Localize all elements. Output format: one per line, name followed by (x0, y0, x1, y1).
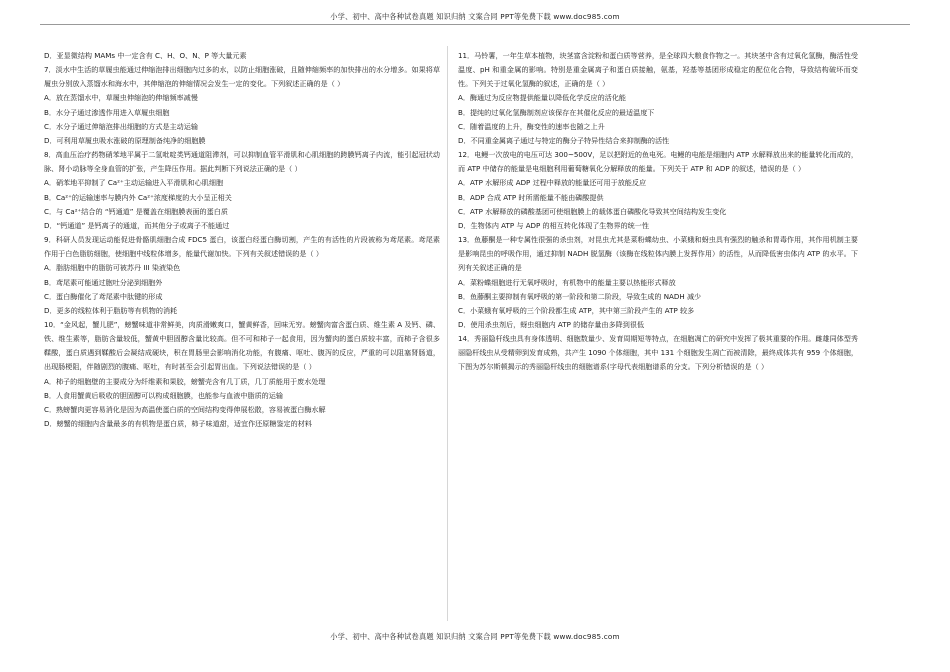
header-divider (40, 24, 910, 25)
question-10-option-b: B．人食用蟹黄后吸收的胆固醇可以构成细胞膜，也能参与血液中脂质的运输 (44, 390, 283, 400)
column-divider (447, 46, 448, 621)
question-9: 9．科研人员发现运动能促进骨骼肌细胞合成 FDC5 蛋白，该蛋白经蛋白酶切割，产生的有活性的片段被称为鸢尾素。鸢尾素作用于白色脂肪细胞，使细胞中线粒体增多，能量代谢加快。下列有关叙述错误的是（ ） (44, 235, 440, 259)
right-column (458, 49, 858, 375)
question-7: 7．淡水中生活的草履虫能通过伸缩泡排出细胞内过多的水，以防止细胞涨破，且随伸缩频率的加快排出的水分增多。如果将草履虫分别放入蒸馏水和海水中，其伸缩泡的伸缩情况会发生一定的变化。下列叙述正确的是（ ） (44, 65, 440, 89)
question-8-option-b: B．Ca²⁺的运输速率与膜内外 Ca²⁺浓度梯度的大小呈正相关 (44, 192, 232, 202)
question-10-option-a: A．柿子的细胞壁的主要成分为纤维素和果胶，螃蟹壳含有几丁质，几丁质能用于废水处理 (44, 376, 326, 386)
question-7-option-c: C．水分子通过伸缩泡排出细胞的方式是主动运输 (44, 121, 198, 131)
question-9-option-b: B．鸢尾素可能通过胞吐分泌到细胞外 (44, 277, 163, 287)
question-12: 12．电鳗一次放电的电压可达 300~500V，足以把附近的鱼电死。电鳗的电能是细胞内 ATP 水解释放出来的能量转化而成的，而 ATP 中储存的能量是电细胞利用葡萄糖氧化分解释放的能量。下列关于 ATP 和 ADP 的叙述，错误的是（ ） (458, 150, 858, 174)
question-12-option-a: A．ATP 水解形成 ADP 过程中释放的能量还可用于放能反应 (458, 178, 647, 188)
question-8-option-a: A．硝苯地平抑制了 Ca²⁺主动运输进入平滑肌和心肌细胞 (44, 178, 224, 188)
question-12-option-d: D．生物体内 ATP 与 ADP 的相互转化体现了生物界的统一性 (458, 220, 649, 230)
question-6-option-d: D．亚显微结构 MAMs 中一定含有 C、H、O、N、P 等大量元素 (44, 51, 247, 60)
question-9-option-a: A．脂肪细胞中的脂肪可被苏丹 III 染液染色 (44, 263, 181, 273)
question-11-option-c: C．随着温度的上升，酶变性的速率也随之上升 (458, 121, 605, 131)
question-12-option-b: B．ADP 合成 ATP 时所需能量不能由磷酸提供 (458, 192, 604, 202)
question-8-option-c: C．与 Ca²⁺结合的 “钙通道” 是覆盖在细胞膜表面的蛋白质 (44, 206, 228, 216)
question-9-option-c: C．蛋白酶催化了鸢尾素中肽键的形成 (44, 291, 163, 301)
question-8-option-d: D．“钙通道” 是钙离子的通道，而其他分子或离子不能通过 (44, 220, 230, 230)
question-7-option-b: B．水分子通过渗透作用进入草履虫细胞 (44, 107, 170, 117)
question-7-option-d: D．可利用草履虫吸水涨破的原理制备纯净的细胞膜 (44, 135, 206, 145)
question-13-option-c: C．小菜蛾有氧呼吸的三个阶段都生成 ATP，其中第三阶段产生的 ATP 较多 (458, 305, 695, 315)
question-12-option-c: C．ATP 水解释放的磷酸基团可使细胞膜上的载体蛋白磷酸化导致其空间结构发生变化 (458, 206, 727, 216)
page-footer: 小学、初中、高中各种试卷真题 知识归纳 文案合同 PPT等免费下载 www.doc985.com (330, 632, 620, 641)
question-7-option-a: A．放在蒸馏水中，草履虫伸缩泡的伸缩频率减慢 (44, 93, 198, 103)
question-13-option-a: A．菜粉蝶细胞进行无氧呼吸时，有机物中的能量主要以热能形式释放 (458, 277, 676, 287)
question-10-option-d: D．螃蟹的细胞内含量最多的有机物是蛋白质，柿子味道甜，适宜作还原糖鉴定的材料 (44, 419, 312, 429)
question-11: 11．马铃薯，一年生草本植物，块茎富含淀粉和蛋白质等营养，是全球四大粮食作物之一。其块茎中含有过氧化氢酶，酶活性受温度、pH 和重金属的影响。特别是重金属离子和蛋白质接触，氨基，羟基等基团形成稳定的配位化合物，导致结构破坏而变性。下列关于过氧化氢酶的叙述，正确的是（ ） (458, 51, 858, 89)
question-11-option-d: D．不同重金属离子通过与特定的酶分子特异性结合来抑制酶的活性 (458, 135, 670, 145)
question-13-option-d: D．使用杀虫剂后，蚜虫细胞内 ATP 的储存量由多降到很低 (458, 319, 645, 329)
question-10: 10．“金风起，蟹儿肥”，螃蟹味道非常鲜美，肉质滑嫩爽口，蟹黄鲜香，回味无穷。螃蟹肉富含蛋白质、维生素 A 及钙、磷、铁、维生素等，脂肪含量较低，蟹黄中胆固醇含量比较高。但不可和柿子一起食用，因为蟹肉的蛋白质较丰富，而柿子含很多鞣酸，蛋白质遇到鞣酸后会凝结成硬块，积在胃肠里会影响消化功能，有腹痛、呕吐、腹泻的反应，严重的可以阻塞肾肠道，出现肠梗阻，伴随剧烈的腹痛、呕吐，有时甚至会引起胃出血。下列说法错误的是（ ） (44, 319, 440, 372)
question-11-option-b: B．提纯的过氧化氢酶制剂应该保存在其催化反应的最适温度下 (458, 107, 655, 117)
question-13: 13．鱼藤酮是一种专属性很强的杀虫剂，对昆虫尤其是菜粉蝶幼虫、小菜蛾和蚜虫具有强烈的触杀和胃毒作用，其作用机制主要是影响昆虫的呼吸作用，通过抑制 NADH 脱氢酶（该酶在线粒体内膜上发挥作用）的活性，从而降低害虫体内 ATP 的水平。下列有关叙述正确的是 (458, 235, 858, 273)
page-header: 小学、初中、高中各种试卷真题 知识归纳 文案合同 PPT等免费下载 www.doc985.com (330, 12, 620, 21)
question-8: 8．高血压治疗药物硝苯地平属于二氢吡啶类钙通道阻滞剂，可以抑制血管平滑肌和心肌细胞的跨膜钙离子内流，能引起冠状动脉、肾小动脉等全身血管的扩张，产生降压作用。据此判断下列说法正确的是（ ） (44, 150, 440, 174)
question-10-option-c: C．熟螃蟹肉更容易消化是因为高温使蛋白质的空间结构变得伸展松散，容易被蛋白酶水解 (44, 404, 326, 414)
left-column (44, 49, 440, 431)
question-9-option-d: D．更多的线粒体利于脂肪等有机物的消耗 (44, 305, 178, 315)
question-14: 14．秀丽隐杆线虫具有身体透明、细胞数量少、发育周期短等特点，在细胞凋亡的研究中发挥了极其重要的作用。雌雄同体型秀丽隐杆线虫从受精卵到发育成熟，共产生 1090 个体细胞，其中 131 个细胞发生凋亡而被清除，最终成体共有 959 个体细胞，下图为苏尔斯顿揭示的秀丽隐杆线虫的细胞谱系(字母代表细胞谱系的分支。下列分析错误的是（ ） (458, 334, 858, 372)
question-11-option-a: A．酶通过为反应物提供能量以降低化学反应的活化能 (458, 93, 627, 103)
question-13-option-b: B．鱼藤酮主要抑制有氧呼吸的第一阶段和第二阶段，导致生成的 NADH 减少 (458, 291, 702, 301)
